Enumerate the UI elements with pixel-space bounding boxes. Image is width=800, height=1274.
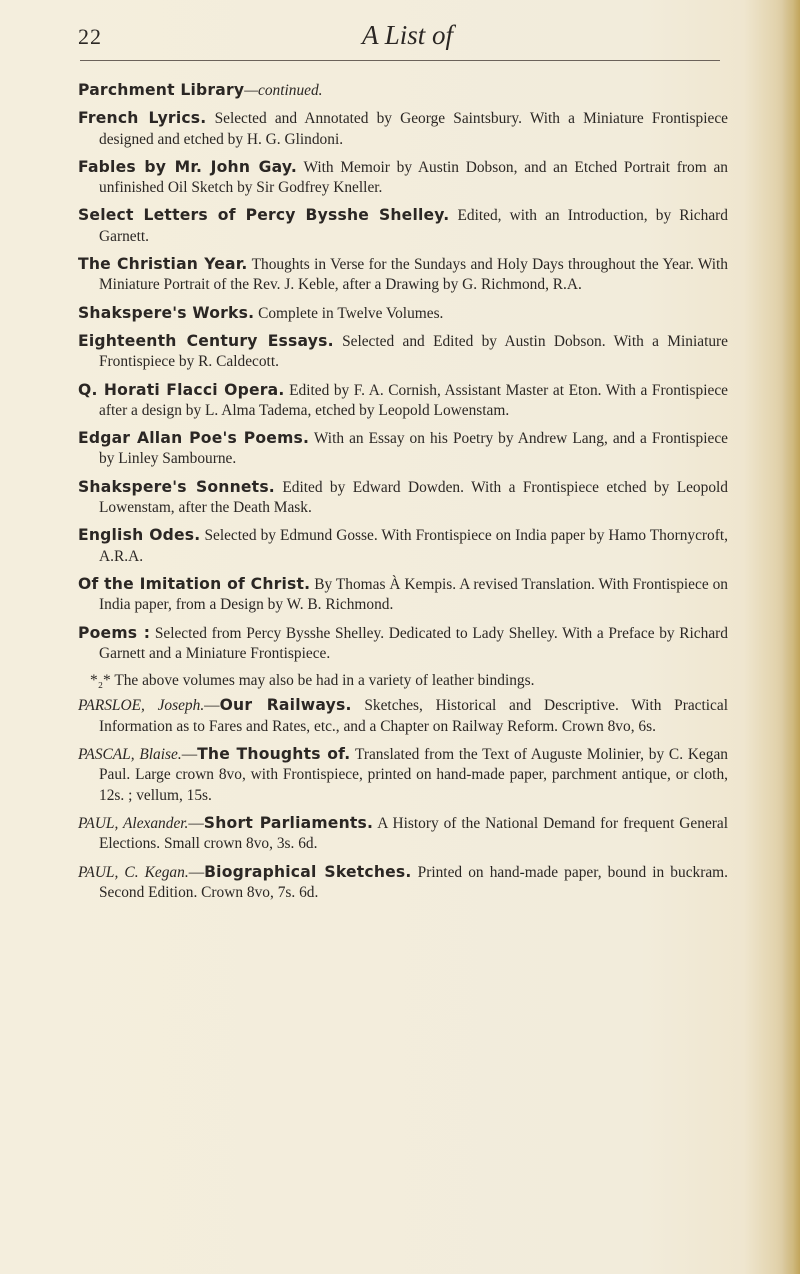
entry-title: Our Railways.: [219, 696, 352, 715]
entry-title: Biographical Sketches.: [204, 862, 412, 881]
entry-title: Eighteenth Century Essays.: [78, 331, 334, 350]
header-rule: [80, 60, 720, 61]
entry-description: Printed on hand-made paper, bound in buckram. Second Edition. Crown 8vo, 7s. 6d.: [99, 863, 729, 901]
entry-title: Parchment Library: [78, 81, 245, 99]
entry-title: English Odes.: [78, 526, 201, 545]
list-entry: [78, 380, 728, 422]
list-entry: PARSLOE, Joseph.—Our Railways. Sketches, Historical and Descriptive. With Practical Information as to Fares and Rates, etc., and a Chapter on Railway Reform. Crown 8vo, 6s.: [78, 696, 728, 735]
list-entry: [78, 254, 728, 296]
catalogue-list: [78, 80, 728, 910]
page-edge-shading: [782, 0, 800, 1274]
list-entry: PAUL, Alexander.—Short Parliaments. A History of the National Demand for frequent General Elections. Small crown 8vo, 3s. 6d.: [78, 813, 729, 853]
list-entry: [78, 623, 728, 665]
list-entry: PASCAL, Blaise.—The Thoughts of. Translated from the Text of Auguste Molinier, by C. Kegan Paul. Large crown 8vo, with Frontispiece, printed on hand-made paper, parchment antique, or cloth, 12s. ; vellum, 15s.: [78, 745, 728, 804]
list-entry: [78, 525, 728, 567]
entry-title: Edgar Allan Poe's Poems.: [78, 429, 310, 448]
list-entry: [78, 108, 728, 150]
entry-description: Edited by Edward Dowden. With a Frontispiece etched by Leopold Lowenstam, after the Death Mask.: [99, 478, 728, 517]
entry-title: Fables by Mr. John Gay.: [78, 157, 297, 176]
entry-author: PAUL, C. Kegan.: [78, 863, 189, 881]
list-entry: PAUL, C. Kegan.—Biographical Sketches. Printed on hand-made paper, bound in buckram. Second Edition. Crown 8vo, 7s. 6d.: [78, 862, 729, 901]
entry-description: Selected and Annotated by George Saintsbury. With a Miniature Frontispiece designed and etched by H. G. Glindoni.: [99, 110, 728, 148]
entry-description: With Memoir by Austin Dobson, and an Etched Portrait from an unfinished Oil Sketch by Sir Godfrey Kneller.: [99, 158, 728, 197]
entry-title-suffix: —continued.: [244, 82, 323, 99]
entry-author: PAUL, Alexander.: [78, 814, 189, 832]
list-entry: [78, 331, 728, 373]
page-number: 22: [78, 24, 102, 49]
entry-title: The Christian Year.: [78, 255, 248, 274]
entry-description: Selected from Percy Bysshe Shelley. Dedicated to Lady Shelley. With a Preface by Richard Garnett and a Miniature Frontispiece.: [99, 624, 728, 662]
entry-title: Short Parliaments.: [203, 813, 374, 832]
entry-author: PARSLOE, Joseph.: [78, 697, 205, 715]
page-header: [78, 20, 718, 60]
entry-description: By Thomas À Kempis. A revised Translation. With Frontispiece on India paper, from a Design by W. B. Richmond.: [99, 575, 728, 614]
entry-title: The Thoughts of.: [197, 745, 351, 764]
list-entry: [78, 205, 728, 247]
entry-title: Of the Imitation of Christ.: [78, 574, 311, 593]
entry-title: French Lyrics.: [78, 109, 207, 128]
entry-author: PASCAL, Blaise.: [78, 746, 182, 764]
entry-description: Edited, with an Introduction, by Richard Garnett.: [99, 207, 728, 245]
entry-description: Edited by F. A. Cornish, Assistant Master at Eton. With a Frontispiece after a design by L. Alma Tadema, etched by Leopold Lowenstam.: [99, 381, 728, 419]
entry-title: Q. Horati Flacci Opera.: [78, 380, 285, 399]
list-entry: [78, 157, 728, 199]
entry-description: Selected by Edmund Gosse. With Frontispiece on India paper by Hamo Thornycroft, A.R.A.: [99, 527, 728, 565]
list-entry: [78, 477, 728, 519]
entry-title: Select Letters of Percy Bysshe Shelley.: [78, 206, 450, 225]
running-title: A List of: [362, 20, 454, 50]
entry-description: Sketches, Historical and Descriptive. With Practical Information as to Fares and Rates, etc., and a Chapter on Railway Reform. Crown 8vo, 6s.: [99, 697, 728, 735]
list-entry: [78, 428, 728, 470]
list-entry: [78, 80, 728, 101]
entry-description: Complete in Twelve Volumes.: [258, 304, 444, 322]
entry-title: Poems :: [78, 623, 151, 642]
entry-description: Selected and Edited by Austin Dobson. With a Miniature Frontispiece by R. Caldecott.: [99, 332, 728, 371]
entry-description: With an Essay on his Poetry by Andrew Lang, and a Frontispiece by Linley Sambourne.: [99, 430, 728, 468]
entry-description: A History of the National Demand for frequent General Elections. Small crown 8vo, 3s. 6d.: [99, 814, 729, 853]
list-entry: [78, 574, 728, 616]
list-entry: [78, 303, 728, 324]
bindings-note: *₂* The above volumes may also be had in a variety of leather bindings.: [90, 672, 535, 690]
entry-title: Shakspere's Sonnets.: [78, 477, 275, 496]
entry-description: Thoughts in Verse for the Sundays and Holy Days throughout the Year. With Miniature Portrait of the Rev. J. Keble, after a Drawing by G. Richmond, R.A.: [99, 256, 729, 294]
entry-description: Translated from the Text of Auguste Molinier, by C. Kegan Paul. Large crown 8vo, with Frontispiece, printed on hand-made paper, parchment antique, or cloth, 12s. ; vellum, 15s.: [99, 746, 728, 804]
entry-title: Shakspere's Works.: [78, 303, 255, 322]
